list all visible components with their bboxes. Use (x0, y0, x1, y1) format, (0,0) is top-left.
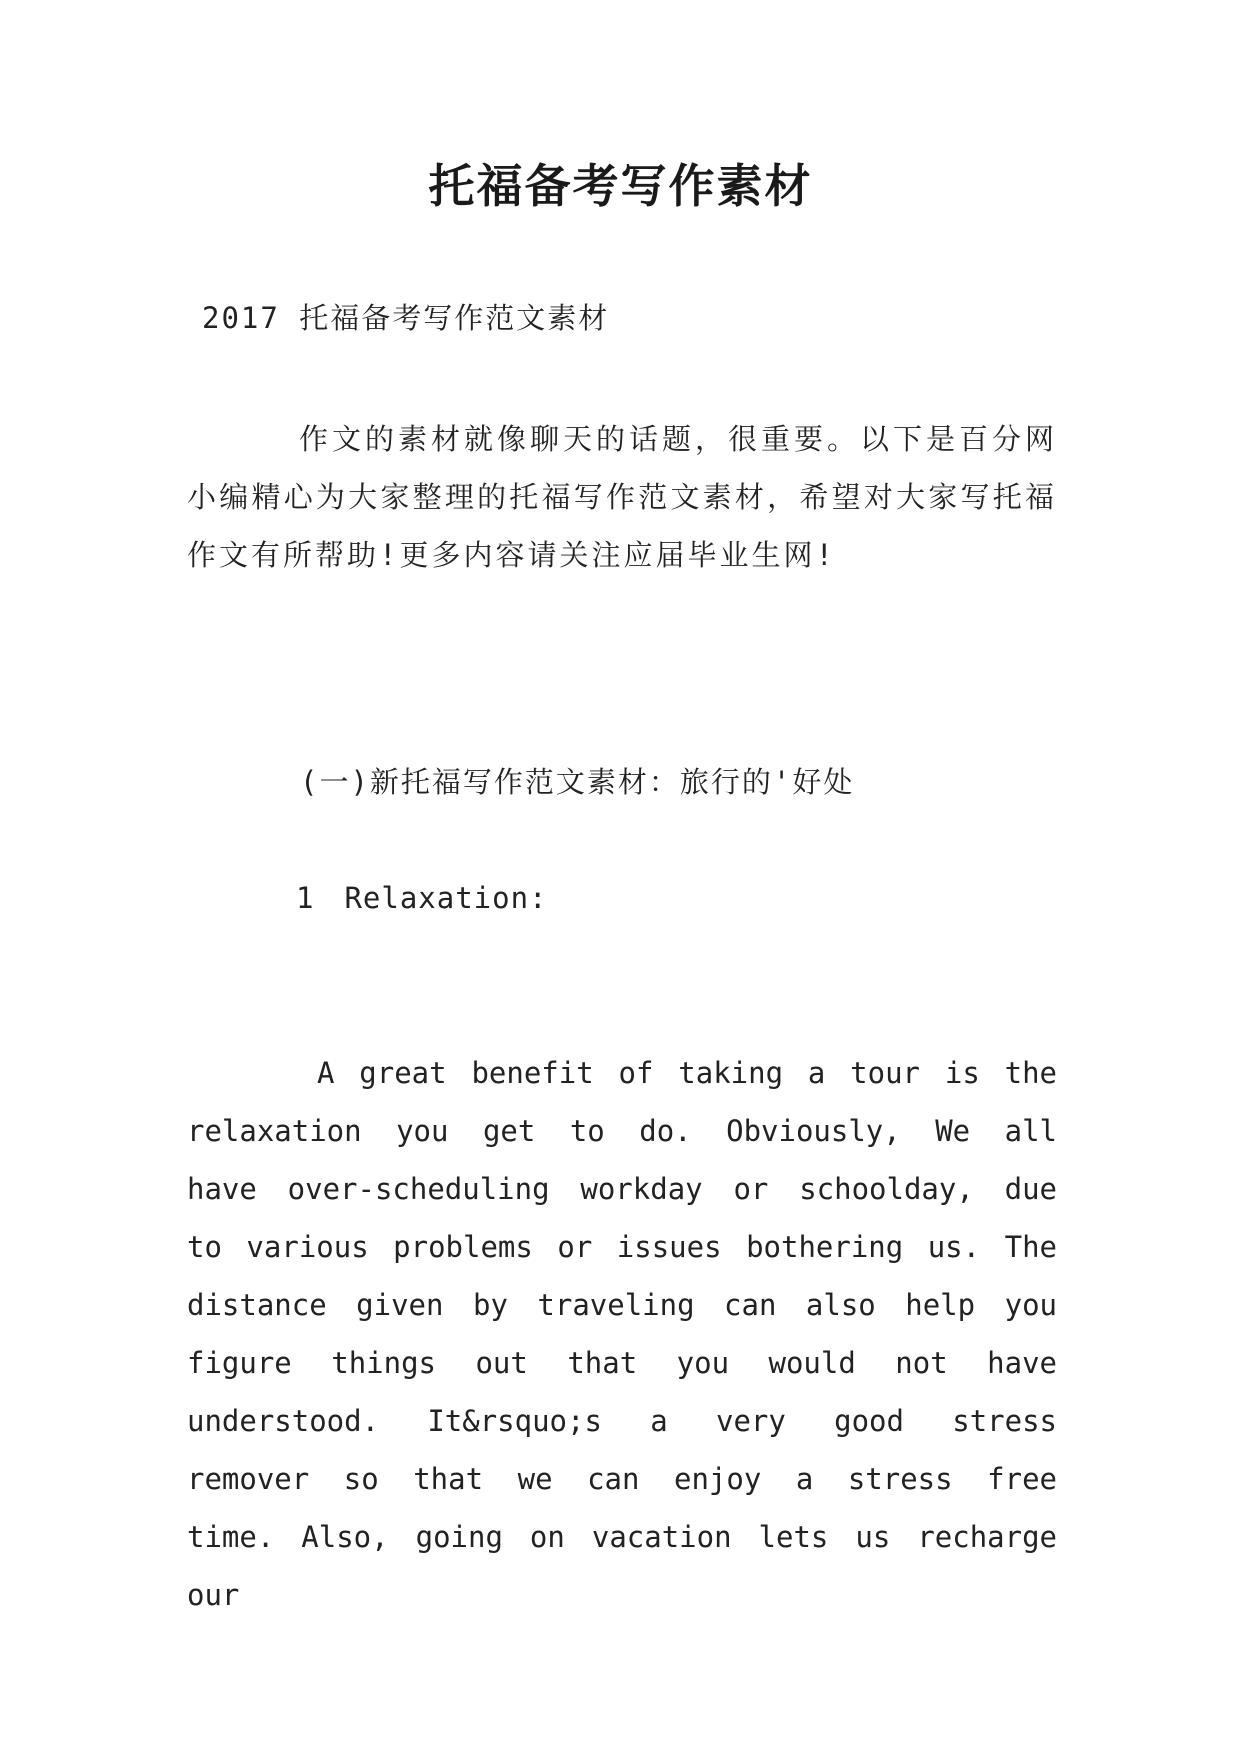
intro-paragraph: 作文的素材就像聊天的话题，很重要。以下是百分网小编精心为大家整理的托福写作范文素材，希望对大家写托福作文有所帮助!更多内容请关注应届毕业生网! (187, 422, 1057, 572)
item-heading: 1 Relaxation: (296, 881, 548, 915)
body-paragraph: A great benefit of taking a tour is the relaxation you get to do. Obviously, We all have over-scheduling workday or schoolday, due to various problems or issues bothering us. The distance given by traveling can also help you figure things out that you would not have understood. It&rsquo;s a very good stress remover so that we can enjoy a stress free time. Also, going on vacation lets us recharge our (187, 1056, 1057, 1612)
section-heading: (一)新托福写作范文素材：旅行的'好处 (300, 765, 855, 799)
document-subtitle: 2017 托福备考写作范文素材 (202, 301, 610, 335)
document-title: 托福备考写作素材 (428, 159, 813, 213)
